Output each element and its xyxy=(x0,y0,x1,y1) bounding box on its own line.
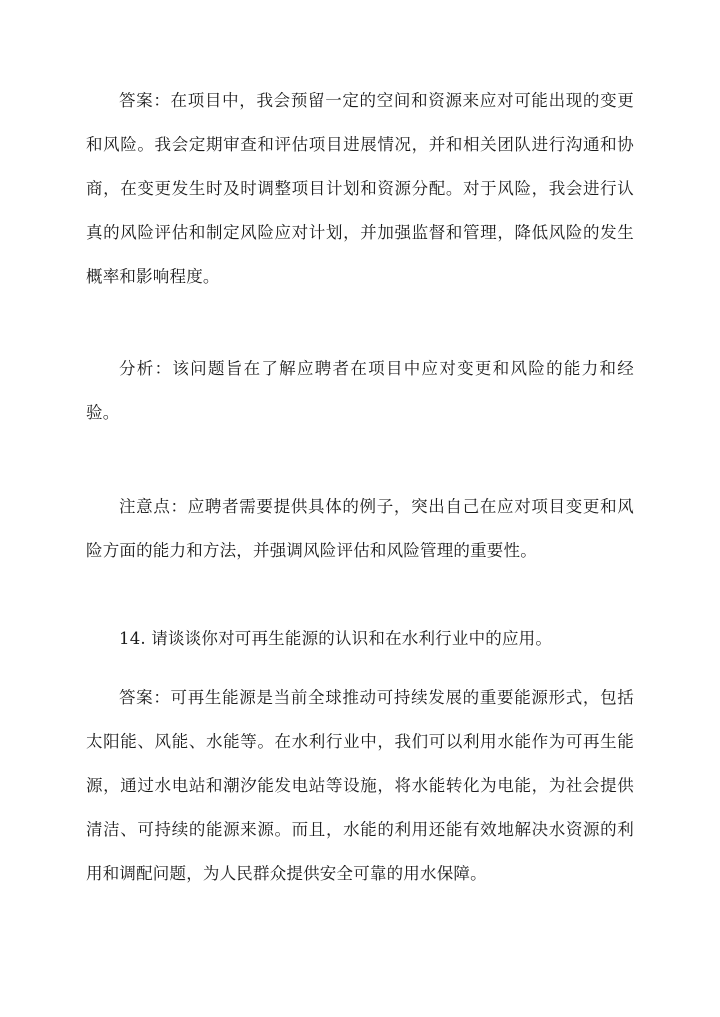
question-14-heading: 14. 请谈谈你对可再生能源的认识和在水利行业中的应用。 xyxy=(119,629,553,648)
answer-paragraph-risk: 答案：在项目中，我会预留一定的空间和资源来应对可能出现的变更和风险。我会定期审查和评估项目进展情况，并和相关团队进行沟通和协商，在变更发生时及时调整项目计划和资源分配。对于风险，我会进行认真的风险评估和制定风险应对计划，并加强监督和管理，降低风险的发生概率和影响程度。 xyxy=(86,91,634,286)
analysis-paragraph: 分析：该问题旨在了解应聘者在项目中应对变更和风险的能力和经验。 xyxy=(86,359,634,422)
answer-paragraph-renewable: 答案：可再生能源是当前全球推动可持续发展的重要能源形式，包括太阳能、风能、水能等。在水利行业中，我们可以利用水能作为可再生能源，通过水电站和潮汐能发电站等设施，将水能转化为电能，为社会提供清洁、可持续的能源来源。而且，水能的利用还能有效地解决水资源的利用和调配问题，为人民群众提供安全可靠的用水保障。 xyxy=(86,688,634,883)
notes-paragraph: 注意点：应聘者需要提供具体的例子，突出自己在应对项目变更和风险方面的能力和方法，并强调风险评估和风险管理的重要性。 xyxy=(86,497,634,560)
